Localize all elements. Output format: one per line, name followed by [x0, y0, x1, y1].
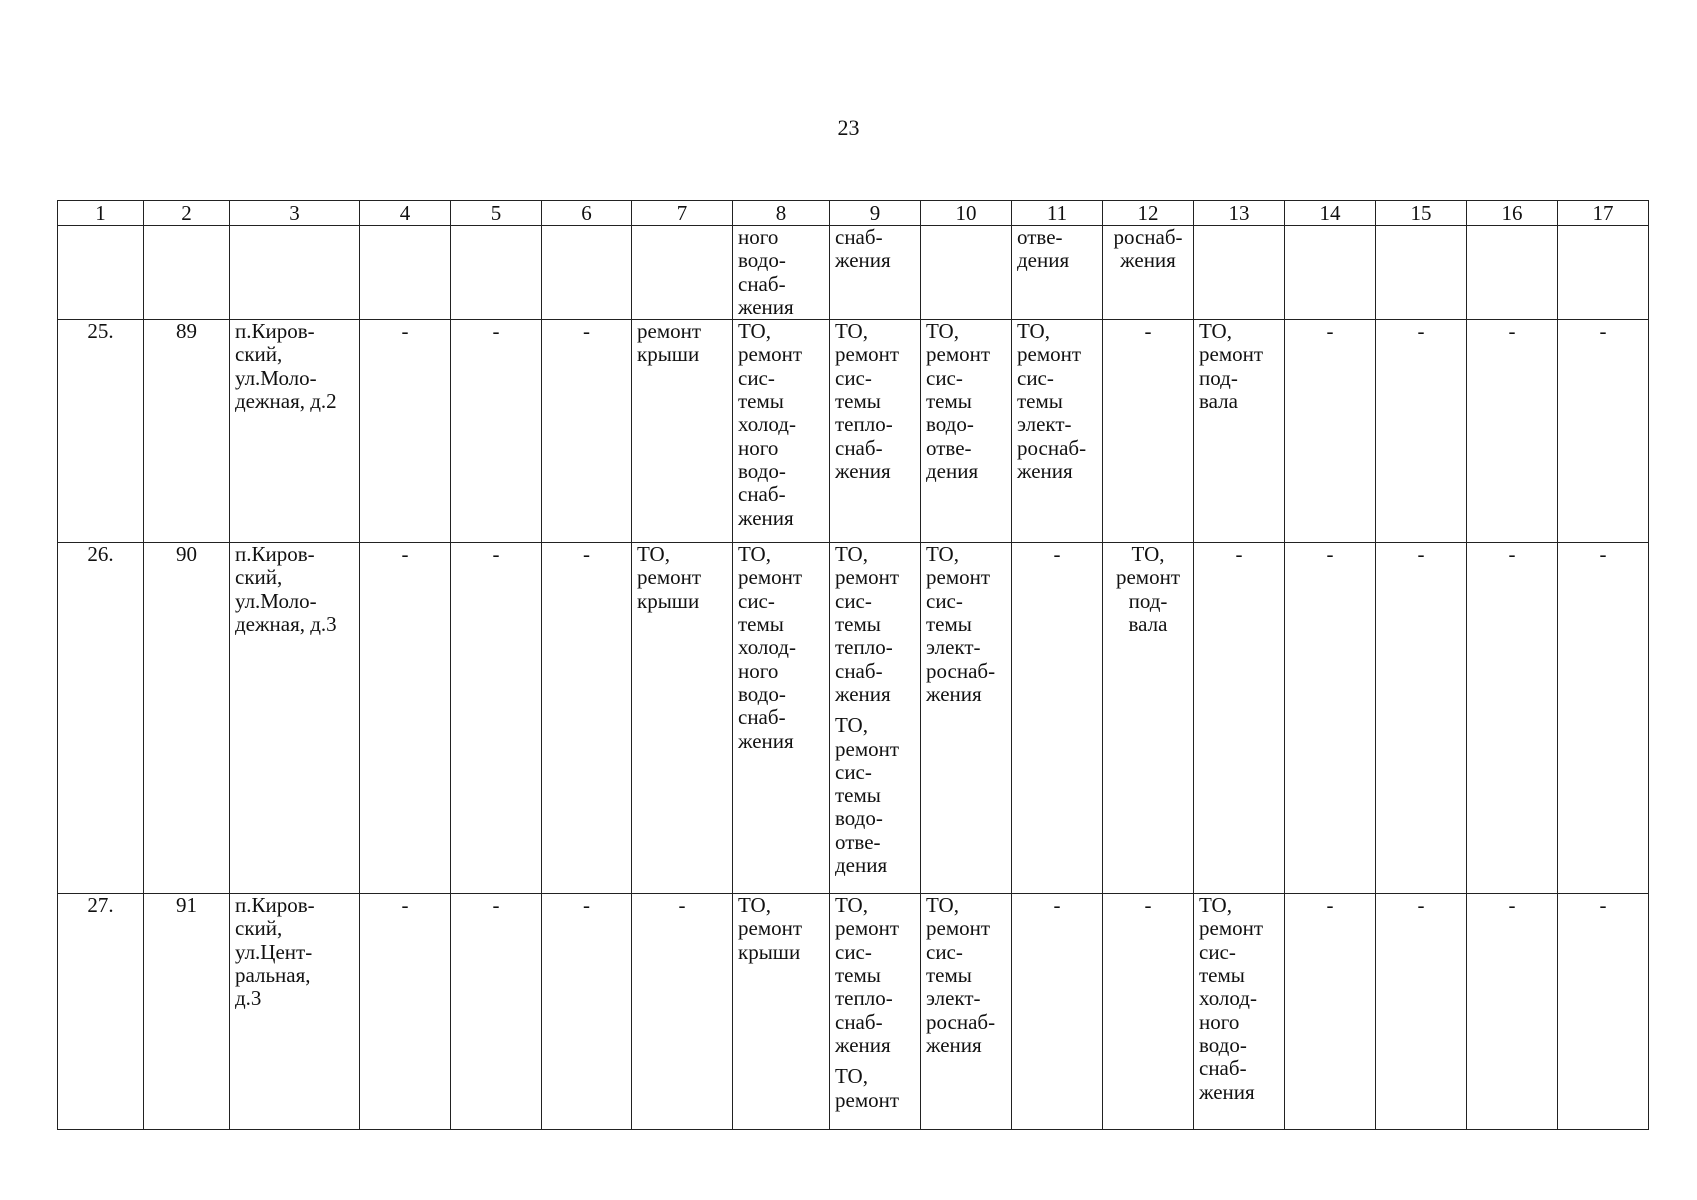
table-cell: ТО, ремонт сис- темы холод- ного водо- снаб- жения — [1194, 894, 1285, 1130]
header-cell: 11 — [1012, 201, 1103, 226]
table-cell: - — [1012, 894, 1103, 1130]
table-cell — [632, 226, 733, 320]
table-cell: ТО, ремонт сис- темы элект- роснаб- жения — [1012, 320, 1103, 543]
table-cell: 27. — [58, 894, 144, 1130]
table-cell: ТО, ремонт под- вала — [1194, 320, 1285, 543]
table-row — [58, 543, 1649, 894]
table-cell: - — [1467, 894, 1558, 1130]
header-cell: 14 — [1285, 201, 1376, 226]
header-cell: 2 — [144, 201, 230, 226]
table-cell — [451, 226, 542, 320]
table-cell: ТО, ремонт сис- темы тепло- снаб- жения ТО, ремонт — [830, 894, 921, 1130]
table-cell: - — [542, 320, 632, 543]
table-cell: ТО, ремонт сис- темы тепло- снаб- жения ТО, ремонт сис- темы водо- отве- дения — [830, 543, 921, 894]
table-cell: - — [1285, 320, 1376, 543]
table-cell: - — [451, 543, 542, 894]
table-cell: - — [542, 543, 632, 894]
table-row — [58, 894, 1649, 1130]
page-number: 23 — [837, 115, 860, 140]
table-cell — [1194, 226, 1285, 320]
table-cell: - — [1012, 543, 1103, 894]
table-cell: п.Киров- ский, ул.Цент- ральная, д.3 — [230, 894, 360, 1130]
table-cell: - — [1103, 894, 1194, 1130]
table-cell: ТО, ремонт сис- темы элект- роснаб- жения — [921, 543, 1012, 894]
header-cell: 8 — [733, 201, 830, 226]
header-cell: 4 — [360, 201, 451, 226]
table-cell: роснаб- жения — [1103, 226, 1194, 320]
header-cell: 15 — [1376, 201, 1467, 226]
table-cell — [144, 226, 230, 320]
table-cell: - — [451, 894, 542, 1130]
header-cell: 16 — [1467, 201, 1558, 226]
header-cell: 17 — [1558, 201, 1649, 226]
table-cell: ТО, ремонт сис- темы холод- ного водо- снаб- жения — [733, 543, 830, 894]
header-cell: 9 — [830, 201, 921, 226]
table-cell: п.Киров- ский, ул.Моло- дежная, д.3 — [230, 543, 360, 894]
header-cell: 13 — [1194, 201, 1285, 226]
table-cell: 91 — [144, 894, 230, 1130]
header-cell: 5 — [451, 201, 542, 226]
table-cell: ТО, ремонт сис- темы тепло- снаб- жения — [830, 320, 921, 543]
table-cell: ТО, ремонт под- вала — [1103, 543, 1194, 894]
table-cell — [921, 226, 1012, 320]
table-cell — [1467, 226, 1558, 320]
table-row — [58, 320, 1649, 543]
table-cell — [360, 226, 451, 320]
table-cell: ремонт крыши — [632, 320, 733, 543]
table-cell: ного водо- снаб- жения — [733, 226, 830, 320]
header-cell: 6 — [542, 201, 632, 226]
table-cell: - — [1194, 543, 1285, 894]
table-cell: 26. — [58, 543, 144, 894]
table-cell: 89 — [144, 320, 230, 543]
table-cell: - — [1558, 894, 1649, 1130]
table-cell — [1558, 226, 1649, 320]
table-cell: ТО, ремонт сис- темы элект- роснаб- жения — [921, 894, 1012, 1130]
table-cell: - — [360, 894, 451, 1130]
table-cell: - — [1285, 543, 1376, 894]
header-row — [58, 201, 1649, 226]
table-cell: - — [1558, 320, 1649, 543]
header-cell: 10 — [921, 201, 1012, 226]
table-cell: ТО, ремонт сис- темы водо- отве- дения — [921, 320, 1012, 543]
table-cell: - — [451, 320, 542, 543]
table-cell: отве- дения — [1012, 226, 1103, 320]
table-cell: - — [1376, 543, 1467, 894]
header-cell: 12 — [1103, 201, 1194, 226]
table-cell: ТО, ремонт крыши — [632, 543, 733, 894]
table-cell: - — [542, 894, 632, 1130]
header-cell: 1 — [58, 201, 144, 226]
table-row — [58, 226, 1649, 320]
repair-schedule-table — [57, 200, 1649, 1130]
table-cell: снаб- жения — [830, 226, 921, 320]
table-cell — [1285, 226, 1376, 320]
table-cell — [542, 226, 632, 320]
table-cell: - — [1376, 894, 1467, 1130]
table-cell: п.Киров- ский, ул.Моло- дежная, д.2 — [230, 320, 360, 543]
table-cell: - — [1467, 543, 1558, 894]
table-cell: - — [1103, 320, 1194, 543]
table-cell: - — [1285, 894, 1376, 1130]
table-cell — [230, 226, 360, 320]
table-cell — [58, 226, 144, 320]
table-cell: 90 — [144, 543, 230, 894]
table-cell: - — [360, 320, 451, 543]
table-cell: ТО, ремонт сис- темы холод- ного водо- снаб- жения — [733, 320, 830, 543]
table-cell: - — [360, 543, 451, 894]
table-cell — [1376, 226, 1467, 320]
table-cell: ТО, ремонт крыши — [733, 894, 830, 1130]
header-cell: 3 — [230, 201, 360, 226]
table-cell: - — [1467, 320, 1558, 543]
table-cell: 25. — [58, 320, 144, 543]
header-cell: 7 — [632, 201, 733, 226]
table-cell: - — [1376, 320, 1467, 543]
table-cell: - — [632, 894, 733, 1130]
table-cell: - — [1558, 543, 1649, 894]
